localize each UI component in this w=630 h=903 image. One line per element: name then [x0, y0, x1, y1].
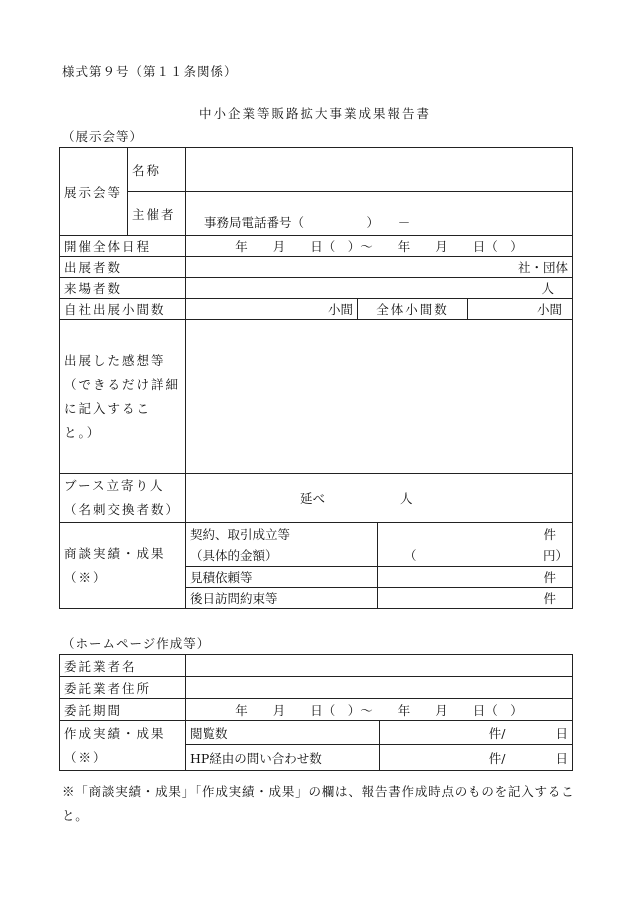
contract-label-cell: [186, 523, 378, 567]
homepage-report-table: [59, 654, 573, 771]
organizer-field[interactable]: [186, 192, 573, 236]
visit-label: 後日訪問約束等: [186, 588, 378, 609]
period-label: 開催全体日程: [60, 236, 186, 257]
organizer-label: 主催者: [128, 192, 186, 236]
estimate-label: 見積依頼等: [186, 567, 378, 588]
footnote: ※「商談実績・成果」「作成実績・成果」の欄は、報告書作成時点のものを記入すること。: [62, 784, 575, 823]
contractor-name-label: 委託業者名: [60, 655, 186, 677]
contractor-address-label: 委託業者住所: [60, 677, 186, 699]
contractor-name-field[interactable]: [186, 655, 573, 677]
own-booths-field[interactable]: 小間: [186, 299, 358, 320]
amount-label: （具体的金額）: [190, 547, 278, 563]
total-booths-label: 全体小間数: [358, 299, 468, 320]
amount-open: （: [404, 547, 417, 563]
exhibition-report-table: [59, 147, 573, 609]
negotiation-label: 商談実績・成果（※）: [60, 523, 186, 609]
exhibitors-label: 出展者数: [60, 257, 186, 278]
views-label: 閲覧数: [186, 721, 380, 745]
amount-close: 円）: [542, 547, 568, 563]
total-booths-field[interactable]: 小間: [468, 299, 573, 320]
period-field[interactable]: 年 月 日（ ）～ 年 月 日（ ）: [186, 236, 573, 257]
booth-visitors-label: ブース立寄り人（名刺交換者数）: [60, 474, 186, 523]
views-field[interactable]: 件/ 日: [380, 721, 573, 745]
homepage-section-heading: （ホームページ作成等）: [62, 636, 211, 651]
exhibitors-field[interactable]: 社・団体: [186, 257, 573, 278]
contract-label: 契約、取引成立等: [190, 526, 291, 542]
name-label: 名称: [128, 148, 186, 192]
estimate-field[interactable]: 件: [378, 567, 573, 588]
office-phone-text: 事務局電話番号（ ） －: [204, 215, 411, 230]
booth-visitors-field[interactable]: [186, 474, 573, 523]
creation-results-label: 作成実績・成果（※）: [60, 721, 186, 771]
commission-period-label: 委託期間: [60, 699, 186, 721]
contractor-address-field[interactable]: [186, 677, 573, 699]
exhibition-section-heading: （展示会等）: [62, 129, 144, 144]
visitors-label: 来場者数: [60, 278, 186, 299]
booth-visitors-value: 延べ 人: [300, 491, 413, 506]
exhibition-label: 展示会等: [60, 148, 128, 236]
exhibition-name-field[interactable]: [186, 148, 573, 192]
contract-unit: 件: [543, 526, 556, 542]
document-title: 中小企業等販路拡大事業成果報告書: [198, 106, 431, 121]
visitors-field[interactable]: 人: [186, 278, 573, 299]
own-booths-label: 自社出展小間数: [60, 299, 186, 320]
contract-field[interactable]: [378, 523, 573, 567]
form-number: 様式第９号（第１１条関係）: [62, 64, 238, 79]
inquiries-field[interactable]: 件/ 日: [380, 745, 573, 771]
impressions-label: 出展した感想等（できるだけ詳細に記入すること。）: [60, 320, 186, 474]
visit-field[interactable]: 件: [378, 588, 573, 609]
inquiries-label: HP経由の問い合わせ数: [186, 745, 380, 771]
commission-period-field[interactable]: 年 月 日（ ）～ 年 月 日（ ）: [186, 699, 573, 721]
impressions-field[interactable]: [186, 320, 573, 474]
